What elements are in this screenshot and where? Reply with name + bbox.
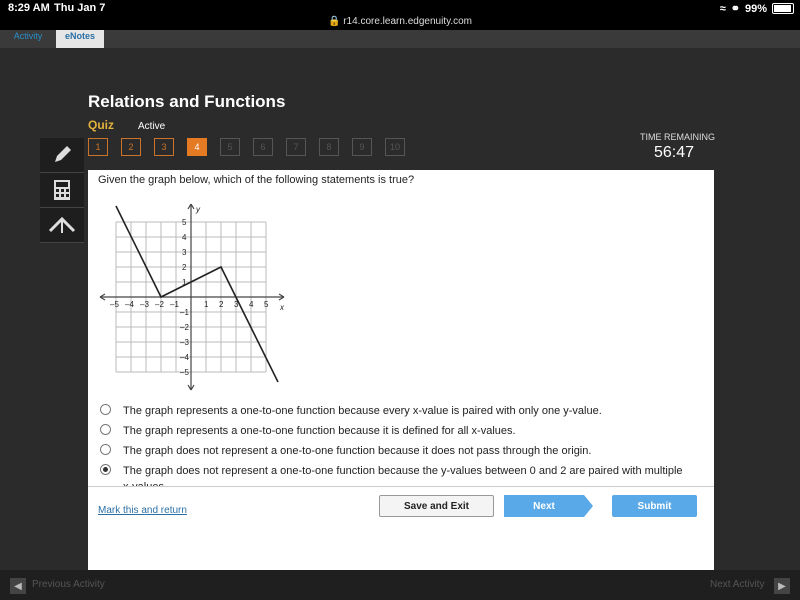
- quiz-status: Active: [138, 121, 166, 132]
- x-tick-label: 5: [264, 300, 269, 309]
- x-tick-label: 1: [204, 300, 209, 309]
- question-3-button[interactable]: 3: [154, 138, 174, 156]
- x-tick-label: –4: [125, 300, 134, 309]
- pencil-tool-button[interactable]: [40, 138, 84, 173]
- submit-button[interactable]: Submit: [612, 495, 697, 517]
- y-tick-label: 1: [182, 278, 187, 287]
- answer-option[interactable]: [100, 442, 700, 462]
- main-area: [0, 48, 800, 570]
- url-bar[interactable]: [0, 16, 800, 30]
- next-button-arrow: [584, 495, 593, 517]
- answer-option-text: The graph does not represent a one-to-one function because it does not pass through the origin.: [123, 445, 592, 457]
- y-tick-label: 2: [182, 263, 187, 272]
- radio-button[interactable]: [100, 424, 111, 435]
- question-panel: [88, 170, 714, 583]
- url-text: r14.core.learn.edgenuity.com: [343, 16, 472, 27]
- calculator-tool-button[interactable]: [40, 173, 84, 208]
- question-2-button[interactable]: 2: [121, 138, 141, 156]
- answer-option[interactable]: [100, 402, 700, 422]
- tab-enotes[interactable]: eNotes: [56, 30, 104, 48]
- x-tick-label: 2: [219, 300, 224, 309]
- x-axis-label: x: [280, 303, 284, 312]
- next-activity-label[interactable]: Next Activity: [710, 579, 765, 590]
- collapse-up-icon: [48, 215, 76, 235]
- question-8-button: 8: [319, 138, 339, 156]
- status-right: [720, 2, 794, 15]
- collapse-tool-button[interactable]: [40, 208, 84, 243]
- x-tick-label: –5: [110, 300, 119, 309]
- question-6-button: 6: [253, 138, 273, 156]
- function-line: [116, 206, 278, 382]
- question-10-button: 10: [385, 138, 405, 156]
- x-tick-label: 3: [234, 300, 239, 309]
- pencil-icon: [51, 144, 73, 166]
- wifi-icon: ≈: [719, 2, 726, 15]
- y-tick-label: 4: [182, 233, 187, 242]
- question-1-button[interactable]: 1: [88, 138, 108, 156]
- y-tick-label: 3: [182, 248, 187, 257]
- tab-activity[interactable]: Activity: [13, 31, 43, 41]
- y-tick-label: –1: [180, 308, 189, 317]
- answer-option-text: The graph does not represent a one-to-one function because the y-values between 0 and 2 are paired with multiple: [123, 465, 683, 477]
- radio-button-selected[interactable]: [100, 464, 111, 475]
- time-remaining-label: TIME REMAINING: [640, 132, 716, 142]
- page-title: Relations and Functions: [88, 92, 286, 111]
- next-button[interactable]: Next: [504, 495, 584, 517]
- question-4-button[interactable]: 4: [187, 138, 207, 156]
- previous-activity-label[interactable]: Previous Activity: [32, 579, 105, 590]
- question-text: Given the graph below, which of the following statements is true?: [98, 174, 415, 186]
- save-and-exit-button[interactable]: Save and Exit: [379, 495, 494, 517]
- y-tick-label: –5: [180, 368, 189, 377]
- answer-options: [100, 402, 700, 484]
- lock-icon: 🔒: [327, 16, 341, 27]
- quiz-label: Quiz: [88, 118, 114, 132]
- tab-strip: [0, 30, 800, 48]
- y-tick-label: –3: [180, 338, 189, 347]
- mark-and-return-link[interactable]: Mark this and return: [98, 505, 187, 516]
- date: Thu Jan 7: [54, 2, 106, 14]
- next-activity-button[interactable]: [774, 578, 790, 594]
- battery-icon: [772, 3, 794, 14]
- x-tick-label: –3: [140, 300, 149, 309]
- answer-option[interactable]: [100, 422, 700, 442]
- chevron-right-icon: ▶: [778, 580, 786, 592]
- y-tick-label: –2: [180, 323, 189, 332]
- x-tick-label: –2: [155, 300, 164, 309]
- x-tick-label: 4: [249, 300, 254, 309]
- question-5-button: 5: [220, 138, 240, 156]
- y-tick-label: 5: [182, 218, 187, 227]
- question-9-button: 9: [352, 138, 372, 156]
- answer-option-text: The graph represents a one-to-one function because it is defined for all x-values.: [123, 425, 516, 437]
- answer-option-text: The graph represents a one-to-one function because every x-value is paired with only one y-value.: [123, 405, 602, 417]
- time-remaining-value: 56:47: [654, 144, 695, 161]
- y-tick-label: –4: [180, 353, 189, 362]
- calculator-icon: [53, 179, 71, 201]
- answer-option[interactable]: [100, 462, 700, 482]
- function-graph: [98, 200, 293, 400]
- radio-button[interactable]: [100, 444, 111, 455]
- radio-button[interactable]: [100, 404, 111, 415]
- x-tick-label: –1: [170, 300, 179, 309]
- status-bar: [0, 0, 800, 16]
- graph-svg: [98, 200, 293, 395]
- chevron-left-icon: ◀: [14, 580, 22, 592]
- activity-nav-bar: [0, 570, 800, 600]
- previous-activity-button[interactable]: [10, 578, 26, 594]
- clock: 8:29 AM: [8, 2, 50, 14]
- y-axis-label: y: [196, 205, 200, 214]
- question-footer: [88, 486, 714, 537]
- lock-rotation-icon: ⚭: [730, 3, 740, 15]
- question-7-button: 7: [286, 138, 306, 156]
- battery-percent: 99%: [744, 2, 767, 15]
